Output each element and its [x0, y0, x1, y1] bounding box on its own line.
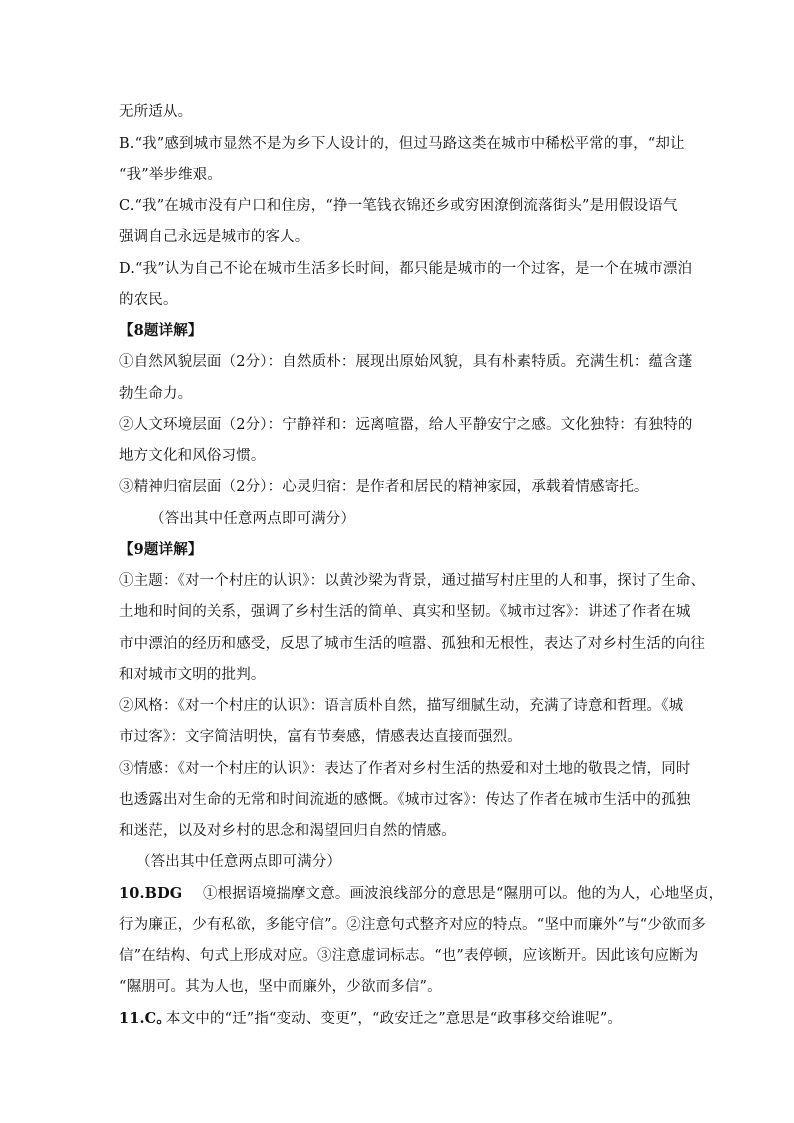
text-line: ①根据语境揣摩文意。画波浪线部分的意思是“隰朋可以。他的为人，心地坚贞， — [203, 886, 724, 902]
text-line: D.“我”认为自己不论在城市生活多长时间，都只能是城市的一个过客，是一个在城市漂泊 — [119, 261, 693, 277]
text-line: ①主题：《对一个村庄的认识》：以黄沙梁为背景，通过描写村庄里的人和事，探讨了生命、 — [119, 573, 706, 589]
section-heading-8: 【8题详解】 — [119, 322, 203, 339]
text-line: B.“我”感到城市显然不是为乡下人设计的，但过马路这类在城市中稀松平常的事，“却让 — [119, 136, 685, 152]
text-line: 也透露出对生命的无常和时间流逝的感慨。《城市过客》：传达了作者在城市生活中的孤独 — [119, 792, 691, 808]
text-line: “我”举步维艰。 — [119, 167, 223, 183]
text-line: ②风格：《对一个村庄的认识》：语言质朴自然，描写细腻生动，充满了诗意和哲理。《城 — [119, 698, 684, 714]
text-line: 市过客》：文字简洁明快，富有节奏感，情感表达直接而强烈。 — [119, 729, 522, 745]
text-line: ③精神归宿层面（2分）：心灵归宿：是作者和居民的精神家园，承载着情感寄托。 — [119, 479, 649, 495]
answer-label-11: 11.C。 — [119, 1010, 172, 1027]
text-line: 和迷茫，以及对乡村的思念和渴望回归自然的情感。 — [119, 823, 456, 839]
text-line: C.“我”在城市没有户口和住房，“挣一笔钱衣锦还乡或穷困潦倒流落街头”是用假设语气 — [119, 198, 678, 214]
text-line: 信”在结构、句式上形成对应。③注意虚词标志。“也”表停顿，应该断开。因此该句应断为 — [119, 948, 699, 964]
text-line: 土地和时间的关系，强调了乡村生活的简单、真实和坚韧。《城市过客》：讲述了作者在城 — [119, 604, 691, 620]
section-heading-9: 【9题详解】 — [119, 541, 203, 558]
text-line: 行为廉正，少有私欲，多能守信”。②注意句式整齐对应的特点。“坚中而廉外”与“少欲而多 — [119, 917, 706, 933]
text-line: ②人文环境层面（2分）：宁静祥和：远离喧嚣，给人平静安宁之感。文化独特：有独特的 — [119, 417, 693, 433]
scoring-note: （答出其中任意两点即可满分） — [136, 854, 342, 870]
text-line: 和对城市文明的批判。 — [119, 667, 266, 683]
scoring-note: （答出其中任意两点即可满分） — [150, 511, 356, 527]
text-line: “隰朋可。其为人也，坚中而廉外，少欲而多信”。 — [119, 979, 442, 995]
text-line: 的农民。 — [119, 292, 178, 308]
text-line: 勃生命力。 — [119, 386, 193, 402]
answer-label-10: 10.BDG — [119, 885, 183, 902]
text-line: 地方文化和风俗习惯。 — [119, 448, 266, 464]
text-line: ③情感：《对一个村庄的认识》：表达了作者对乡村生活的热爱和对土地的敬畏之情，同时 — [119, 761, 691, 777]
text-line: 强调自己永远是城市的客人。 — [119, 229, 310, 245]
text-line: 市中漂泊的经历和感受，反思了城市生活的喧嚣、孤独和无根性，表达了对乡村生活的向往 — [119, 636, 705, 652]
text-line: 无所适从。 — [119, 104, 193, 120]
text-line: 本文中的“迁”指“变动、变更”，“政安迁之”意思是“政事移交给谁呢”。 — [166, 1011, 623, 1027]
text-line: ①自然风貌层面（2分）：自然质朴：展现出原始风貌，具有朴素特质。充满生机：蕴含蓬 — [119, 354, 693, 370]
